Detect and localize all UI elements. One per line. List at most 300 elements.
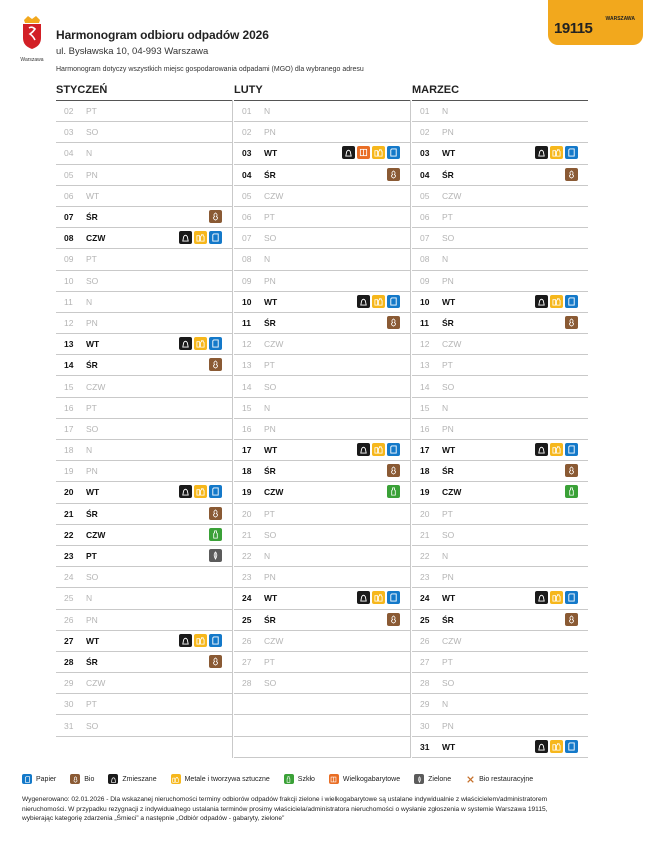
- weekday: N: [264, 254, 271, 265]
- day-row: [56, 525, 232, 546]
- waste-icons: [387, 485, 400, 498]
- weekday: PN: [264, 423, 276, 434]
- weekday: WT: [86, 635, 100, 646]
- day-number: 19: [242, 487, 252, 498]
- papier-icon: [209, 634, 222, 647]
- day-row: [234, 249, 410, 270]
- papier-icon: [387, 591, 400, 604]
- day-row: [234, 504, 410, 525]
- bio-icon: [387, 464, 400, 477]
- weekday: SO: [86, 423, 99, 434]
- weekday: N: [442, 106, 449, 117]
- day-number: 12: [64, 317, 74, 328]
- weekday: SO: [86, 275, 99, 286]
- zmieszane-icon: [179, 634, 192, 647]
- weekday: N: [86, 445, 93, 456]
- day-row: [234, 271, 410, 292]
- day-row: [412, 440, 588, 461]
- weekday: SO: [86, 127, 99, 138]
- weekday: PT: [86, 106, 97, 117]
- day-number: 17: [242, 445, 252, 456]
- day-number: 10: [64, 275, 74, 286]
- papier-icon: [209, 337, 222, 350]
- day-number: 01: [420, 106, 430, 117]
- day-number: 13: [242, 360, 252, 371]
- day-row: [56, 461, 232, 482]
- day-number: 09: [242, 275, 252, 286]
- day-row: [56, 122, 232, 143]
- day-row: [412, 101, 588, 122]
- day-number: 29: [64, 678, 74, 689]
- warsaw-crest-icon: [20, 14, 44, 50]
- day-row: [234, 567, 410, 588]
- zielone-icon: [414, 774, 424, 784]
- day-number: 26: [242, 635, 252, 646]
- papier-icon: [565, 146, 578, 159]
- waste-icons: [357, 591, 400, 604]
- day-number: 20: [242, 508, 252, 519]
- weekday: SO: [442, 381, 455, 392]
- day-number: 18: [64, 445, 74, 456]
- day-row: [412, 122, 588, 143]
- weekday: ŚR: [86, 508, 98, 519]
- weekday: WT: [442, 148, 456, 159]
- waste-icons: [179, 337, 222, 350]
- day-row: [412, 355, 588, 376]
- badge-city: WARSZAWA: [605, 16, 635, 22]
- day-row: [412, 419, 588, 440]
- weekday: N: [442, 551, 449, 562]
- day-number: 26: [420, 635, 430, 646]
- day-row: [56, 376, 232, 397]
- bio-icon: [387, 168, 400, 181]
- day-row: [56, 546, 232, 567]
- legend-label: Papier: [36, 775, 57, 783]
- day-row: [412, 652, 588, 673]
- legend-item: [22, 774, 56, 784]
- weekday: WT: [264, 593, 278, 604]
- day-number: 02: [242, 127, 252, 138]
- weekday: N: [86, 593, 93, 604]
- day-number: 09: [64, 254, 74, 265]
- zmieszane-icon: [357, 591, 370, 604]
- weekday: N: [264, 551, 271, 562]
- weekday: WT: [264, 296, 278, 307]
- weekday: SO: [442, 678, 455, 689]
- weekday: PN: [442, 572, 454, 583]
- day-number: 25: [64, 593, 74, 604]
- waste-icons: [179, 231, 222, 244]
- weekday: SO: [86, 720, 99, 731]
- waste-icons: [209, 549, 222, 562]
- weekday: ŚR: [442, 169, 454, 180]
- day-number: 03: [64, 127, 74, 138]
- day-number: 15: [420, 402, 430, 413]
- day-number: 15: [64, 381, 74, 392]
- waste-icons: [565, 485, 578, 498]
- day-row: [234, 355, 410, 376]
- day-row: [412, 525, 588, 546]
- day-number: 30: [420, 720, 430, 731]
- weekday: ŚR: [264, 169, 276, 180]
- day-number: 21: [64, 508, 74, 519]
- bio-icon: [565, 464, 578, 477]
- day-row: [234, 694, 410, 715]
- weekday: CZW: [264, 487, 284, 498]
- day-number: 16: [420, 423, 430, 434]
- day-row: [234, 673, 410, 694]
- wielkogabarytowe-icon: [357, 146, 370, 159]
- day-number: 17: [420, 445, 430, 456]
- weekday: WT: [86, 487, 100, 498]
- weekday: CZW: [86, 233, 106, 244]
- bio-icon: [209, 507, 222, 520]
- weekday: CZW: [86, 678, 106, 689]
- column-divider: [410, 100, 411, 758]
- weekday: WT: [86, 339, 100, 350]
- weekday: WT: [442, 593, 456, 604]
- day-number: 31: [64, 720, 74, 731]
- waste-icons: [387, 168, 400, 181]
- waste-icons: [535, 146, 578, 159]
- day-row: [412, 504, 588, 525]
- metale-icon: [194, 337, 207, 350]
- footer-line: nieruchomości. W przypadku rezygnacji z indywidualnego ustalania terminów prosimy właściciela/administratora nieruchomości o wysłanie zgłoszenia w systemie Warszawa 19115,: [22, 805, 548, 813]
- weekday: SO: [264, 678, 277, 689]
- weekday: ŚR: [442, 614, 454, 625]
- month-column-luty: [234, 80, 410, 758]
- day-row: [412, 228, 588, 249]
- warszawa-19115-badge: [548, 0, 643, 45]
- day-row: [412, 334, 588, 355]
- day-row: [56, 292, 232, 313]
- weekday: WT: [264, 445, 278, 456]
- day-number: 13: [64, 339, 74, 350]
- day-row: [234, 715, 410, 736]
- day-number: 08: [242, 254, 252, 265]
- day-row: [412, 737, 588, 758]
- day-row: [56, 504, 232, 525]
- day-row: [56, 355, 232, 376]
- day-row: [234, 376, 410, 397]
- day-row: [56, 165, 232, 186]
- day-number: 23: [242, 572, 252, 583]
- weekday: SO: [264, 233, 277, 244]
- bio-icon: [70, 774, 80, 784]
- metale-icon: [372, 443, 385, 456]
- weekday: PT: [264, 212, 275, 223]
- weekday: PN: [86, 614, 98, 625]
- papier-icon: [387, 295, 400, 308]
- day-number: 07: [420, 233, 430, 244]
- wielkogabarytowe-icon: [329, 774, 339, 784]
- day-row: [234, 525, 410, 546]
- zmieszane-icon: [535, 591, 548, 604]
- legend-label: Zielone: [428, 775, 452, 783]
- day-row: [234, 292, 410, 313]
- day-number: 20: [64, 487, 74, 498]
- day-number: 23: [420, 572, 430, 583]
- weekday: CZW: [264, 339, 284, 350]
- month-column-marzec: [412, 80, 588, 758]
- day-row: [412, 567, 588, 588]
- day-row: [56, 419, 232, 440]
- zmieszane-icon: [179, 337, 192, 350]
- day-number: 28: [64, 656, 74, 667]
- waste-icons: [565, 613, 578, 626]
- day-row: [56, 313, 232, 334]
- papier-icon: [209, 231, 222, 244]
- weekday: CZW: [86, 381, 106, 392]
- day-number: 12: [242, 339, 252, 350]
- weekday: PT: [86, 551, 97, 562]
- day-number: 31: [420, 741, 430, 752]
- day-number: 10: [242, 296, 252, 307]
- day-row: [412, 694, 588, 715]
- papier-icon: [22, 774, 32, 784]
- day-number: 05: [242, 190, 252, 201]
- day-number: 07: [242, 233, 252, 244]
- day-row: [56, 271, 232, 292]
- warszawa-logo: [16, 14, 48, 63]
- weekday: PN: [264, 127, 276, 138]
- day-row: [234, 143, 410, 164]
- zielone-icon: [209, 549, 222, 562]
- day-number: 04: [242, 169, 252, 180]
- day-number: 15: [242, 402, 252, 413]
- papier-icon: [565, 740, 578, 753]
- weekday: ŚR: [86, 656, 98, 667]
- papier-icon: [387, 443, 400, 456]
- waste-icons: [179, 485, 222, 498]
- waste-icons: [535, 591, 578, 604]
- day-row: [234, 334, 410, 355]
- bio-icon: [565, 613, 578, 626]
- day-row: [412, 482, 588, 503]
- weekday: PN: [264, 572, 276, 583]
- day-number: 04: [420, 169, 430, 180]
- day-row: [56, 631, 232, 652]
- weekday: PT: [264, 360, 275, 371]
- day-row: [56, 186, 232, 207]
- metale-icon: [194, 231, 207, 244]
- day-number: 11: [64, 296, 73, 307]
- day-number: 11: [242, 317, 251, 328]
- day-row: [412, 631, 588, 652]
- weekday: PT: [442, 212, 453, 223]
- weekday: CZW: [264, 635, 284, 646]
- metale-icon: [372, 295, 385, 308]
- legend-label: Zmieszane: [122, 775, 157, 783]
- day-number: 08: [64, 233, 74, 244]
- footer-line: Wygenerowano: 02.01.2026 - Dla wskazanej nieruchomości terminy odbiorów odpadów frakcji zielone i wielkogabarytowe są ustalane indywidualnie z właścicielem/administratorem: [22, 796, 548, 803]
- waste-icons: [357, 443, 400, 456]
- weekday: CZW: [442, 487, 462, 498]
- day-row: [56, 249, 232, 270]
- day-number: 24: [242, 593, 252, 604]
- day-row: [412, 292, 588, 313]
- waste-icons: [209, 507, 222, 520]
- day-row: [412, 715, 588, 736]
- weekday: PN: [86, 466, 98, 477]
- waste-icons: [209, 210, 222, 223]
- waste-icons: [535, 740, 578, 753]
- waste-icons: [387, 464, 400, 477]
- waste-icons: [565, 464, 578, 477]
- papier-icon: [209, 485, 222, 498]
- day-row: [56, 440, 232, 461]
- weekday: PT: [442, 360, 453, 371]
- day-number: 14: [242, 381, 252, 392]
- day-number: 25: [242, 614, 252, 625]
- weekday: PN: [442, 127, 454, 138]
- legend-item: [329, 774, 400, 784]
- day-number: 04: [64, 148, 74, 159]
- bio-icon: [209, 210, 222, 223]
- weekday: SO: [442, 233, 455, 244]
- weekday: PN: [86, 169, 98, 180]
- day-row: [234, 631, 410, 652]
- day-row: [412, 313, 588, 334]
- weekday: SO: [86, 572, 99, 583]
- address: ul. Bysławska 10, 04-993 Warszawa: [56, 46, 209, 57]
- day-number: 28: [242, 678, 252, 689]
- zmieszane-icon: [535, 443, 548, 456]
- szklo-icon: [209, 528, 222, 541]
- day-number: 14: [64, 360, 74, 371]
- day-row: [412, 610, 588, 631]
- waste-icons: [535, 295, 578, 308]
- bio-icon: [565, 316, 578, 329]
- day-number: 18: [420, 466, 430, 477]
- day-row: [234, 313, 410, 334]
- weekday: PT: [264, 656, 275, 667]
- legend-label: Szkło: [297, 775, 315, 783]
- weekday: ŚR: [86, 360, 98, 371]
- day-number: 05: [64, 169, 74, 180]
- day-row: [234, 588, 410, 609]
- day-number: 05: [420, 190, 430, 201]
- papier-icon: [565, 591, 578, 604]
- szklo-icon: [284, 774, 294, 784]
- waste-icons: [209, 358, 222, 371]
- day-number: 24: [420, 593, 430, 604]
- legend-item: [284, 774, 315, 784]
- day-row: [56, 715, 232, 736]
- waste-icons: [387, 316, 400, 329]
- day-row: [56, 652, 232, 673]
- footer-line: wybierając kategorię zdarzenia „Śmieci” a następnie „Odbiór odpadów - gabaryty, zielone”: [22, 815, 285, 822]
- month-name: MARZEC: [412, 80, 588, 101]
- weekday: CZW: [442, 339, 462, 350]
- szklo-icon: [387, 485, 400, 498]
- weekday: WT: [442, 445, 456, 456]
- legend-item: [108, 774, 156, 784]
- day-row: [412, 376, 588, 397]
- page-title: Harmonogram odbioru odpadów 2026: [56, 28, 269, 42]
- day-row: [56, 143, 232, 164]
- day-row: [234, 737, 410, 758]
- day-row: [234, 398, 410, 419]
- waste-icons: [209, 655, 222, 668]
- day-row: [412, 588, 588, 609]
- metale-icon: [372, 591, 385, 604]
- waste-icons: [357, 295, 400, 308]
- day-row: [412, 165, 588, 186]
- zmieszane-icon: [342, 146, 355, 159]
- weekday: PT: [442, 656, 453, 667]
- weekday: N: [442, 699, 449, 710]
- day-number: 13: [420, 360, 430, 371]
- day-number: 06: [64, 190, 74, 201]
- day-number: 16: [64, 402, 74, 413]
- day-number: 03: [420, 148, 430, 159]
- metale-icon: [194, 634, 207, 647]
- weekday: PT: [264, 508, 275, 519]
- metale-icon: [550, 740, 563, 753]
- day-row: [56, 694, 232, 715]
- weekday: CZW: [264, 190, 284, 201]
- day-row: [234, 207, 410, 228]
- day-row: [234, 228, 410, 249]
- day-number: 20: [420, 508, 430, 519]
- zmieszane-icon: [108, 774, 118, 784]
- day-number: 29: [420, 699, 430, 710]
- zmieszane-icon: [535, 146, 548, 159]
- day-row: [412, 271, 588, 292]
- legend-item: [465, 774, 533, 784]
- zmieszane-icon: [535, 295, 548, 308]
- weekday: PN: [442, 720, 454, 731]
- day-number: 12: [420, 339, 430, 350]
- day-row: [234, 419, 410, 440]
- weekday: WT: [442, 296, 456, 307]
- weekday: WT: [264, 148, 278, 159]
- metale-icon: [194, 485, 207, 498]
- metale-icon: [372, 146, 385, 159]
- day-number: 16: [242, 423, 252, 434]
- day-number: 09: [420, 275, 430, 286]
- badge-number: [554, 17, 592, 39]
- day-number: 23: [64, 551, 74, 562]
- weekday: ŚR: [264, 317, 276, 328]
- day-row: [412, 461, 588, 482]
- bio-restauracyjne-icon: [465, 774, 475, 784]
- day-number: 26: [64, 614, 74, 625]
- badge-number-19: 19: [554, 20, 570, 37]
- day-number: 24: [64, 572, 74, 583]
- day-number: 21: [242, 529, 252, 540]
- waste-icons: [179, 634, 222, 647]
- bio-icon: [387, 613, 400, 626]
- legend-item: [414, 774, 451, 784]
- weekday: SO: [264, 529, 277, 540]
- legend-label: Wielkogabarytowe: [342, 775, 401, 783]
- waste-icons: [209, 528, 222, 541]
- legend-item: [70, 774, 94, 784]
- day-row: [56, 228, 232, 249]
- weekday: N: [442, 254, 449, 265]
- day-number: 30: [64, 699, 74, 710]
- day-row: [56, 610, 232, 631]
- waste-icons: [565, 168, 578, 181]
- waste-icons: [342, 146, 400, 159]
- day-number: 18: [242, 466, 252, 477]
- day-row: [412, 546, 588, 567]
- day-row: [234, 122, 410, 143]
- day-row: [234, 652, 410, 673]
- day-number: 21: [420, 529, 430, 540]
